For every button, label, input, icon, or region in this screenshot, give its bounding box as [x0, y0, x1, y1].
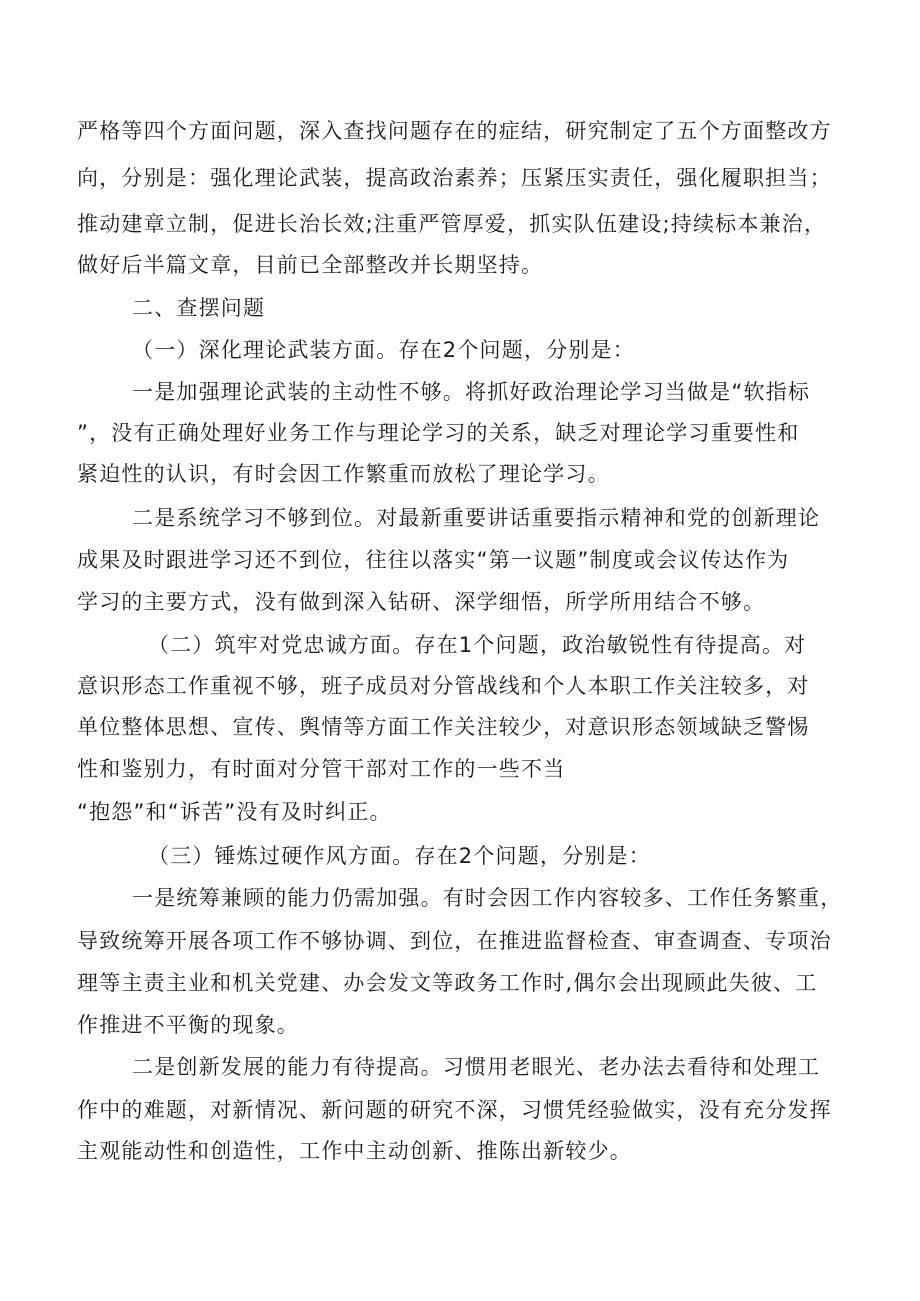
text-line: 单位整体思想、宣传、舆情等方面工作关注较少，对意识形态领域缺乏警惕: [77, 715, 810, 739]
subsection-heading: （一）深化理论武装方面。存在2个问题，分别是：: [132, 338, 635, 362]
text-line: 作中的难题，对新情况、新问题的研究不深，习惯凭经验做实，没有充分发挥: [77, 1098, 832, 1122]
text-line: 做好后半篇文章，目前已全部整改并长期坚持。: [77, 253, 544, 277]
text-line: 一是统筹兼顾的能力仍需加强。有时会因工作内容较多、工作任务繁重，: [132, 886, 843, 910]
text-line: 向，分别是：强化理论武装，提高政治素养；压紧压实责任，强化履职担当；: [77, 166, 832, 190]
text-line: 作推进不平衡的现象。: [77, 1013, 299, 1037]
text-line: 导致统筹开展各项工作不够协调、到位，在推进监督检查、审查调查、专项治: [77, 929, 832, 953]
text-line: 二是创新发展的能力有待提高。习惯用老眼光、老办法去看待和处理工: [132, 1055, 821, 1079]
subsection-heading: （三）锤炼过硬作风方面。存在2个问题，分别是：: [148, 844, 651, 868]
text-line: 学习的主要方式，没有做到深入钻研、深学细悟，所学所用结合不够。: [77, 590, 766, 614]
text-line: 严格等四个方面问题，深入查找问题存在的症结，研究制定了五个方面整改方: [77, 119, 832, 143]
text-line: 主观能动性和创造性，工作中主动创新、推陈出新较少。: [77, 1139, 632, 1163]
subsection-heading: （二）筑牢对党忠诚方面。存在1个问题，政治敏锐性有待提高。对: [148, 633, 807, 657]
text-line: 意识形态工作重视不够，班子成员对分管战线和个人本职工作关注较多，对: [77, 674, 810, 698]
text-line: 成果及时跟进学习还不到位，往往以落实“第一议题”制度或会议传达作为: [77, 548, 790, 572]
text-line: 理等主责主业和机关党建、办会发文等政务工作时,偶尔会出现顾此失彼、工: [77, 971, 818, 995]
section-heading: 二、查摆问题: [132, 296, 266, 320]
text-line: “抱怨”和“诉苦”没有及时纠正。: [77, 800, 392, 824]
text-line: 一是加强理论武装的主动性不够。将抓好政治理论学习当做是“软指标: [132, 380, 811, 404]
text-line: 二是系统学习不够到位。对最新重要讲话重要指示精神和党的创新理论: [132, 506, 821, 530]
text-line: 紧迫性的认识，有时会因工作繁重而放松了理论学习。: [77, 462, 610, 486]
text-line: ”，没有正确处理好业务工作与理论学习的关系，缺乏对理论学习重要性和: [77, 421, 800, 445]
text-line: 推动建章立制，促进长治长效;注重严管厚爱，抓实队伍建设;持续标本兼治，: [77, 212, 827, 236]
text-line: 性和鉴别力，有时面对分管干部对工作的一些不当: [77, 757, 566, 781]
